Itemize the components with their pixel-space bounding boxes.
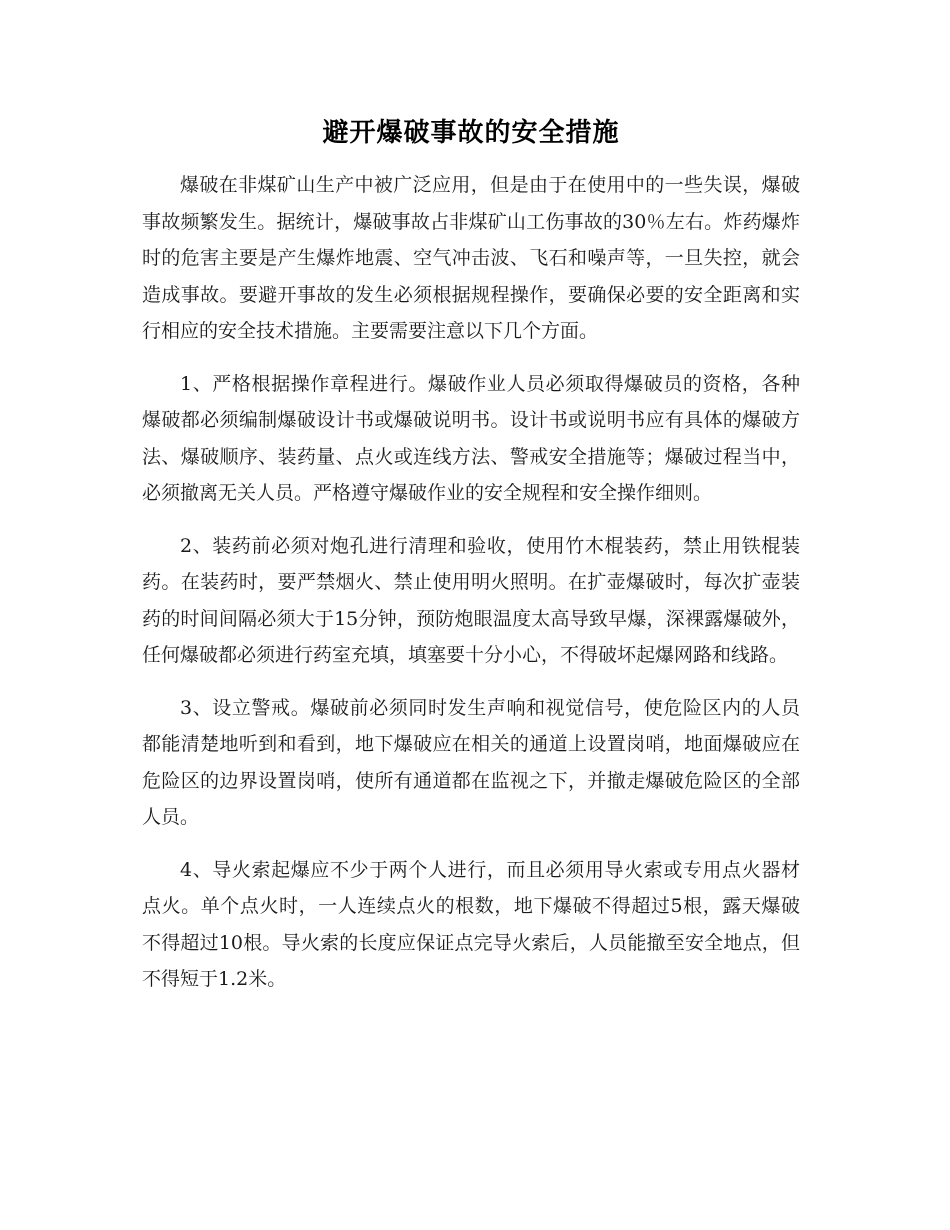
document-body — [142, 167, 800, 998]
document-title: 避开爆破事故的安全措施 — [322, 118, 620, 148]
intro-paragraph: 爆破在非煤矿山生产中被广泛应用，但是由于在使用中的一些失误，爆破事故频繁发生。据统计，爆破事故占非煤矿山工伤事故的30％左右。炸药爆炸时的危害主要是产生爆炸地震、空气冲击波、飞石和噪声等，一旦失控，就会造成事故。要避开事故的发生必须根据规程操作，要确保必要的安全距离和实行相应的安全技术措施。主要需要注意以下几个方面。 — [142, 174, 800, 342]
measure-paragraph-4: 4、导火索起爆应不少于两个人进行，而且必须用导火索或专用点火器材点火。单个点火时，一人连续点火的根数，地下爆破不得超过5根，露天爆破不得超过10根。导火索的长度应保证点完导火索后，人员能撤至安全地点，但不得短于1.2米。 — [142, 858, 800, 990]
measure-paragraph-2: 2、装药前必须对炮孔进行清理和验收，使用竹木棍装药，禁止用铁棍装药。在装药时，要严禁烟火、禁止使用明火照明。在扩壶爆破时，每次扩壶装药的时间间隔必须大于15分钟，预防炮眼温度太高导致早爆，深裸露爆破外，任何爆破都必须进行药室充填，填塞要十分小心，不得破坏起爆网路和线路。 — [142, 534, 800, 666]
measure-paragraph-3: 3、设立警戒。爆破前必须同时发生声响和视觉信号，使危险区内的人员都能清楚地听到和看到，地下爆破应在相关的通道上设置岗哨，地面爆破应在危险区的边界设置岗哨，使所有通道都在监视之下，并撤走爆破危险区的全部人员。 — [142, 696, 800, 828]
measure-paragraph-1: 1、严格根据操作章程进行。爆破作业人员必须取得爆破员的资格，各种爆破都必须编制爆破设计书或爆破说明书。设计书或说明书应有具体的爆破方法、爆破顺序、装药量、点火或连线方法、警戒安全措施等；爆破过程当中，必须撤离无关人员。严格遵守爆破作业的安全规程和安全操作细则。 — [142, 372, 800, 504]
